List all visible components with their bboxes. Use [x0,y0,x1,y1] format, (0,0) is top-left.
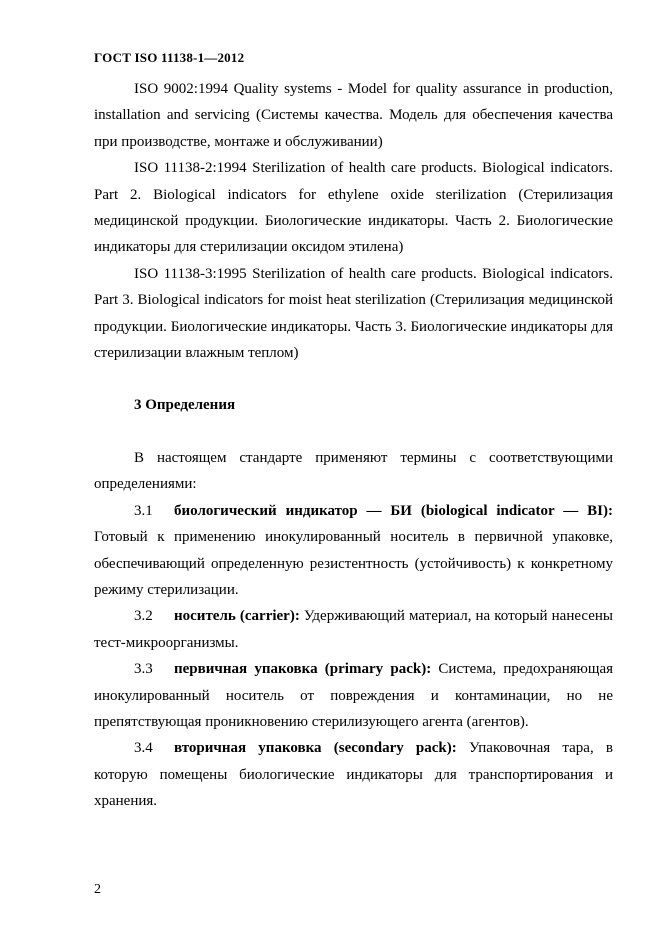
reference-iso-11138-2: ISO 11138-2:1994 Sterilization of health care products. Biological indicators. Part 2. Biological indicators for ethylene oxide sterilization (Стерилизация медицинской продукции. Биологические индикаторы. Часть 2. Биологические индикаторы для стерилизации оксидом этилена) [94,160,613,256]
definition-text: Система, предохраняющая инокулированный носитель от повреждения и контаминации, но не препятствующая проникновению стерилизующего агента (агентов). [94,661,613,730]
document-header: ГОСТ ISO 11138-1—2012 [94,50,245,65]
reference-iso-9002: ISO 9002:1994 Quality systems - Model for quality assurance in production, installation and servicing (Системы качества. Модель для обеспечения качества при производстве, монтаже и обслуживании) [94,81,613,150]
definition-number: 3.1 [134,502,153,519]
definition-number: 3.2 [134,608,153,625]
definition-3-3 [94,656,613,735]
definition-3-4 [94,735,613,814]
definition-text: Удерживающий материал, на который нанесены тест-микроорганизмы. [94,608,613,651]
definition-3-2 [94,603,613,656]
definition-term: биологический индикатор — БИ (biological indicator — BI): [174,502,613,519]
definition-text: Готовый к применению инокулированный носитель в первичной упаковке, обеспечивающий определенную резистентность (устойчивость) к конкретному режиму стерилизации. [94,529,613,598]
definition-number: 3.3 [134,661,153,678]
section-intro: В настоящем стандарте применяют термины с соответствующими определениями: [94,449,613,493]
definition-text: Упаковочная тара, в которую помещены биологические индикаторы для транспортирования и хранения. [94,740,613,810]
definition-term: носитель (carrier): [174,608,300,625]
definition-term: вторичная упаковка (secondary pack): [174,740,457,757]
reference-iso-11138-3: ISO 11138-3:1995 Sterilization of health care products. Biological indicators. Part 3. Biological indicators for moist heat sterilization (Стерилизация медицинской продукции. Биологические индикаторы. Часть 3. Биологические индикаторы для стерилизации влажным теплом) [94,265,613,362]
definition-3-1 [94,498,613,604]
page-content [94,76,613,815]
definition-term: первичная упаковка (primary pack): [174,661,432,678]
page-number: 2 [94,882,101,897]
definition-number: 3.4 [134,740,153,757]
section-title: 3 Определения [134,397,236,414]
